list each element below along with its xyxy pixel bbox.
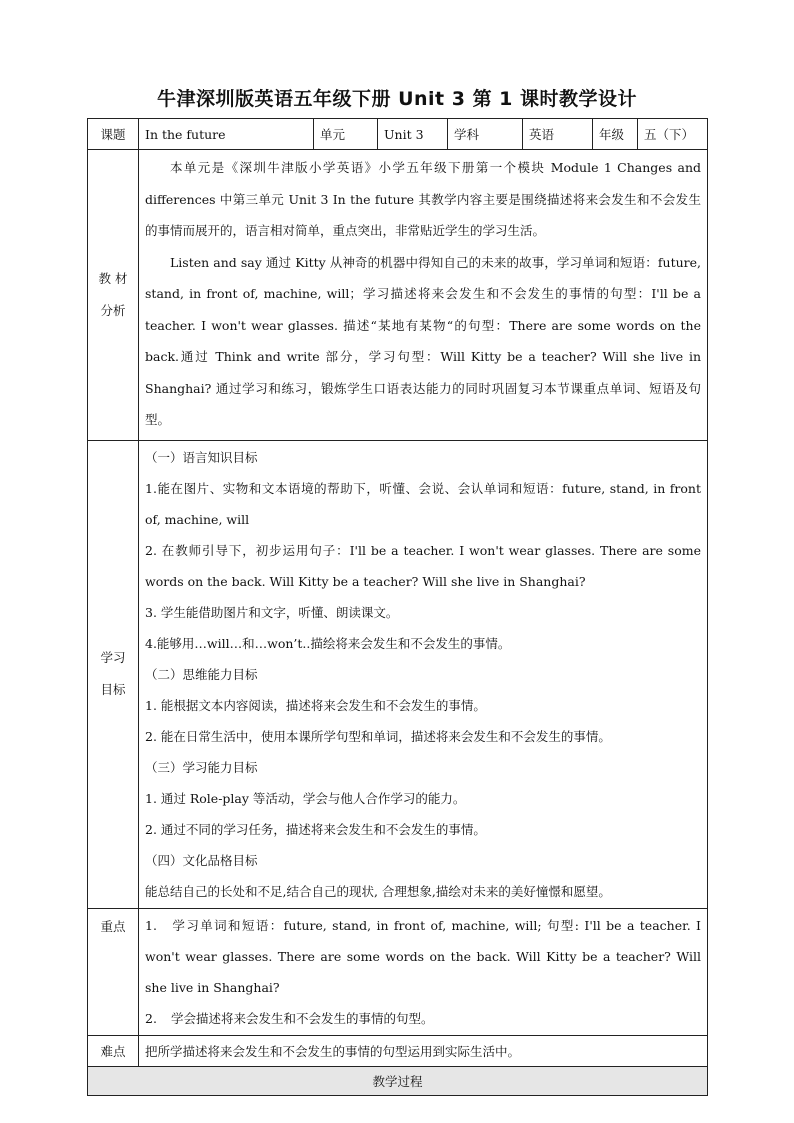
goal-line: 2. 在教师引导下，初步运用句子：I'll be a teacher. I won't wear glasses. There are some words on the back. Will Kitty be a teacher? Will she live in Shanghai?	[145, 542, 701, 589]
topic-label: 课题	[88, 119, 139, 150]
goals-label	[88, 440, 139, 908]
analysis-label	[88, 150, 139, 441]
key-point-1-text: 学习单词和短语：future, stand, in front of, machine, will; 句型: I'll be a teacher. I won't wear glasses. There are some words on the back. Will Kitty be a teacher? Will she live in Shanghai?	[145, 917, 701, 995]
analysis-content	[139, 150, 708, 441]
process-row	[88, 1066, 708, 1095]
lesson-plan-table	[87, 118, 708, 1096]
key-point-2-number: 2.	[145, 1010, 157, 1026]
goal-line: 3. 学生能借助图片和文字，听懂、朗读课文。	[145, 604, 399, 620]
difficult-points-label: 难点	[88, 1035, 139, 1066]
goals-label-line1: 学习	[100, 650, 126, 665]
topic-value: In the future	[139, 119, 314, 150]
difficult-points-text: 把所学描述将来会发生和不会发生的事情的句型运用到实际生活中。	[139, 1035, 708, 1066]
key-point-2	[145, 1003, 701, 1034]
goal-line: 2. 能在日常生活中，使用本课所学句型和单词，描述将来会发生和不会发生的事情。	[145, 728, 611, 744]
process-header: 教学过程	[88, 1066, 708, 1095]
analysis-paragraph-1: 本单元是《深圳牛津版小学英语》小学五年级下册第一个模块 Module 1 Changes and differences 中第三单元 Unit 3 In the future 其教学内容主要是围绕描述将来会发生和不会发生的事情而展开的，语言相对简单，重点突出，非常贴近学生的学习生活。	[145, 160, 701, 238]
goal-heading-2: （二）思维能力目标	[145, 666, 258, 682]
key-point-2-text: 学会描述将来会发生和不会发生的事情的句型。	[171, 1010, 434, 1026]
analysis-paragraph-2: Listen and say 通过 Kitty 从神奇的机器中得知自己的未来的故事，学习单词和短语：future, stand, in front of, machine, will；学习描述将来会发生和不会发生的事情的句型：I'll be a teacher. I won't wear glasses. 描述“某地有某物“的句型：There are some words on the back.通过 Think and write 部分，学习句型：Will Kitty be a teacher? Will she live in Shanghai? 通过学习和练习，锻炼学生口语表达能力的同时巩固复习本节课重点单词、短语及句型。	[145, 254, 701, 427]
key-points-content	[139, 908, 708, 1035]
goal-heading-1: （一）语言知识目标	[145, 449, 258, 465]
header-row	[88, 119, 708, 150]
subject-value: 英语	[523, 119, 593, 150]
key-point-1	[145, 910, 701, 1003]
goal-line: 2. 通过不同的学习任务，描述将来会发生和不会发生的事情。	[145, 821, 486, 837]
key-points-label: 重点	[88, 908, 139, 1035]
goal-line: 1. 通过 Role-play 等活动，学会与他人合作学习的能力。	[145, 790, 466, 806]
key-points-row	[88, 908, 708, 1035]
goal-heading-3: （三）学习能力目标	[145, 759, 258, 775]
key-point-1-number: 1.	[145, 917, 157, 933]
goal-line: 1.能在图片、实物和文本语境的帮助下，听懂、会说、会认单词和短语：future, stand, in front of, machine, will	[145, 480, 701, 527]
goal-line: 能总结自己的长处和不足,结合自己的现状, 合理想象,描绘对未来的美好憧憬和愿望。	[145, 883, 611, 899]
grade-value: 五（下）	[638, 119, 708, 150]
difficult-points-row	[88, 1035, 708, 1066]
goal-heading-4: （四）文化品格目标	[145, 852, 258, 868]
subject-label: 学科	[448, 119, 523, 150]
unit-label: 单元	[314, 119, 378, 150]
goals-label-line2: 目标	[100, 682, 126, 697]
goals-row	[88, 440, 708, 908]
goal-line: 4.能够用…will…和…won’t..描绘将来会发生和不会发生的事情。	[145, 635, 511, 651]
goals-content	[139, 440, 708, 908]
document-title: 牛津深圳版英语五年级下册 Unit 3 第 1 课时教学设计	[156, 88, 638, 110]
analysis-row	[88, 150, 708, 441]
unit-value: Unit 3	[378, 119, 448, 150]
grade-label: 年级	[593, 119, 638, 150]
goal-line: 1. 能根据文本内容阅读，描述将来会发生和不会发生的事情。	[145, 697, 486, 713]
analysis-label-line1: 教 材	[98, 270, 128, 286]
analysis-label-line2: 分析	[100, 302, 126, 318]
